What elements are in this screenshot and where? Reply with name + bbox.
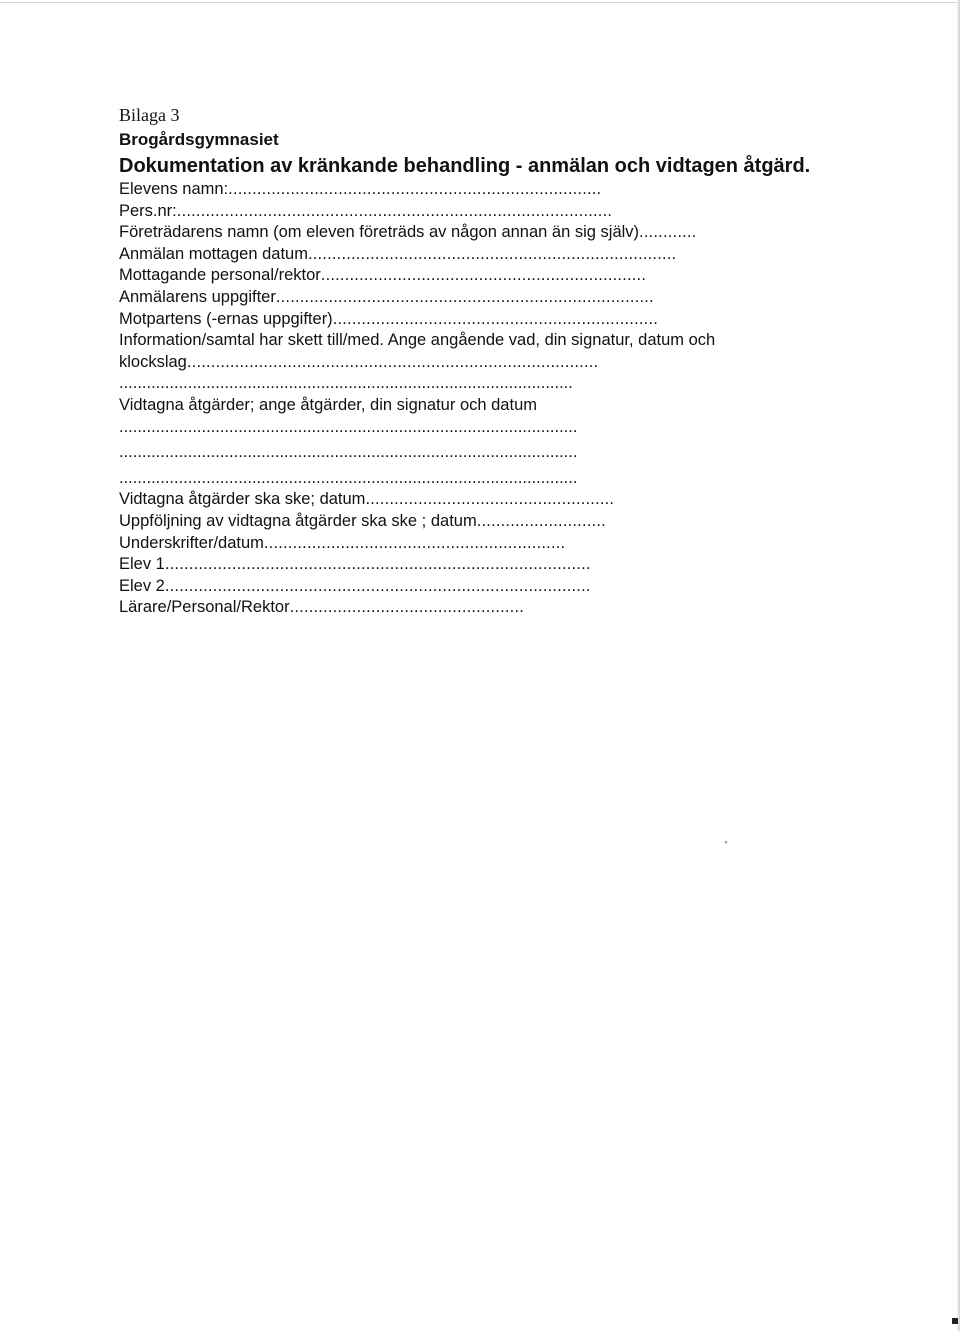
field-label: Mottagande personal/rektor xyxy=(119,266,321,285)
field-teacher xyxy=(119,597,809,619)
field-counterparty-info xyxy=(119,309,809,331)
field-receiving-staff xyxy=(119,265,809,287)
field-actions-date xyxy=(119,489,809,511)
field-student-name xyxy=(119,179,809,201)
field-label: Vidtagna åtgärder ska ske; datum xyxy=(119,490,366,509)
field-report-received-date xyxy=(119,244,809,266)
field-followup xyxy=(119,511,809,533)
actions-dotted-line-2: .................................................................................................... xyxy=(119,443,578,462)
field-label: klockslag xyxy=(119,352,187,371)
field-label: Vidtagna åtgärder; ange åtgärder, din signatur och datum xyxy=(119,395,537,414)
field-dots: ............................................................................. xyxy=(307,244,677,263)
field-dots: ........................................................................................... xyxy=(176,201,613,220)
scan-speck xyxy=(952,1318,958,1324)
field-dots: ......................................................................................... xyxy=(164,555,591,574)
field-dots: .................................................... xyxy=(365,490,615,509)
field-information-cont xyxy=(119,352,809,374)
field-dots: .................................................................... xyxy=(332,309,659,328)
field-label: Anmälan mottagen datum xyxy=(119,244,308,263)
field-dots: ................................................. xyxy=(289,598,525,617)
scan-artifact-top xyxy=(0,2,960,3)
field-dots: .................................................................... xyxy=(320,266,647,285)
field-dots: .............................................................................. xyxy=(228,180,602,198)
field-dots: ........................... xyxy=(476,511,606,530)
field-label: Elevens namn: xyxy=(119,180,229,198)
field-dots: ............ xyxy=(639,223,697,242)
field-pers-nr xyxy=(119,201,809,223)
field-label: Motpartens (-ernas uppgifter) xyxy=(119,309,333,328)
appendix-label: Bilaga 3 xyxy=(119,105,180,125)
field-dots: ............................................................... xyxy=(263,533,566,552)
field-student-1 xyxy=(119,554,809,576)
document-title: Dokumentation av kränkande behandling - anmälan och vidtagen åtgärd. xyxy=(119,155,811,177)
field-label: Anmälarens uppgifter xyxy=(119,287,276,306)
field-label: Lärare/Personal/Rektor xyxy=(119,598,290,617)
field-dots: ...................................................................................... xyxy=(186,352,599,371)
field-dots: ............................................................................... xyxy=(275,287,654,306)
scan-speck: ° xyxy=(724,840,728,849)
field-label: Elev 1 xyxy=(119,555,165,574)
field-label: Pers.nr: xyxy=(119,201,177,220)
field-label: Underskrifter/datum xyxy=(119,533,264,552)
field-signatures xyxy=(119,533,809,555)
actions-dotted-line-3: .................................................................................................... xyxy=(119,468,578,487)
document-content xyxy=(119,104,819,619)
field-label: Företrädarens namn (om eleven företräds av någon annan än sig själv) xyxy=(119,223,640,242)
field-label: Information/samtal har skett till/med. Ange angående vad, din signatur, datum och xyxy=(119,331,716,350)
field-information xyxy=(119,330,809,352)
field-representative xyxy=(119,222,809,244)
field-actions-taken xyxy=(119,395,809,417)
field-reporter-info xyxy=(119,287,809,309)
actions-dotted-line-1: .................................................................................................... xyxy=(119,417,578,436)
information-dotted-line: ................................................................................................... xyxy=(119,374,573,393)
field-dots: ......................................................................................... xyxy=(164,576,591,595)
field-label: Elev 2 xyxy=(119,576,165,595)
field-student-2 xyxy=(119,576,809,598)
field-label: Uppföljning av vidtagna åtgärder ska ske ; datum xyxy=(119,511,477,530)
school-name: Brogårdsgymnasiet xyxy=(119,130,279,149)
